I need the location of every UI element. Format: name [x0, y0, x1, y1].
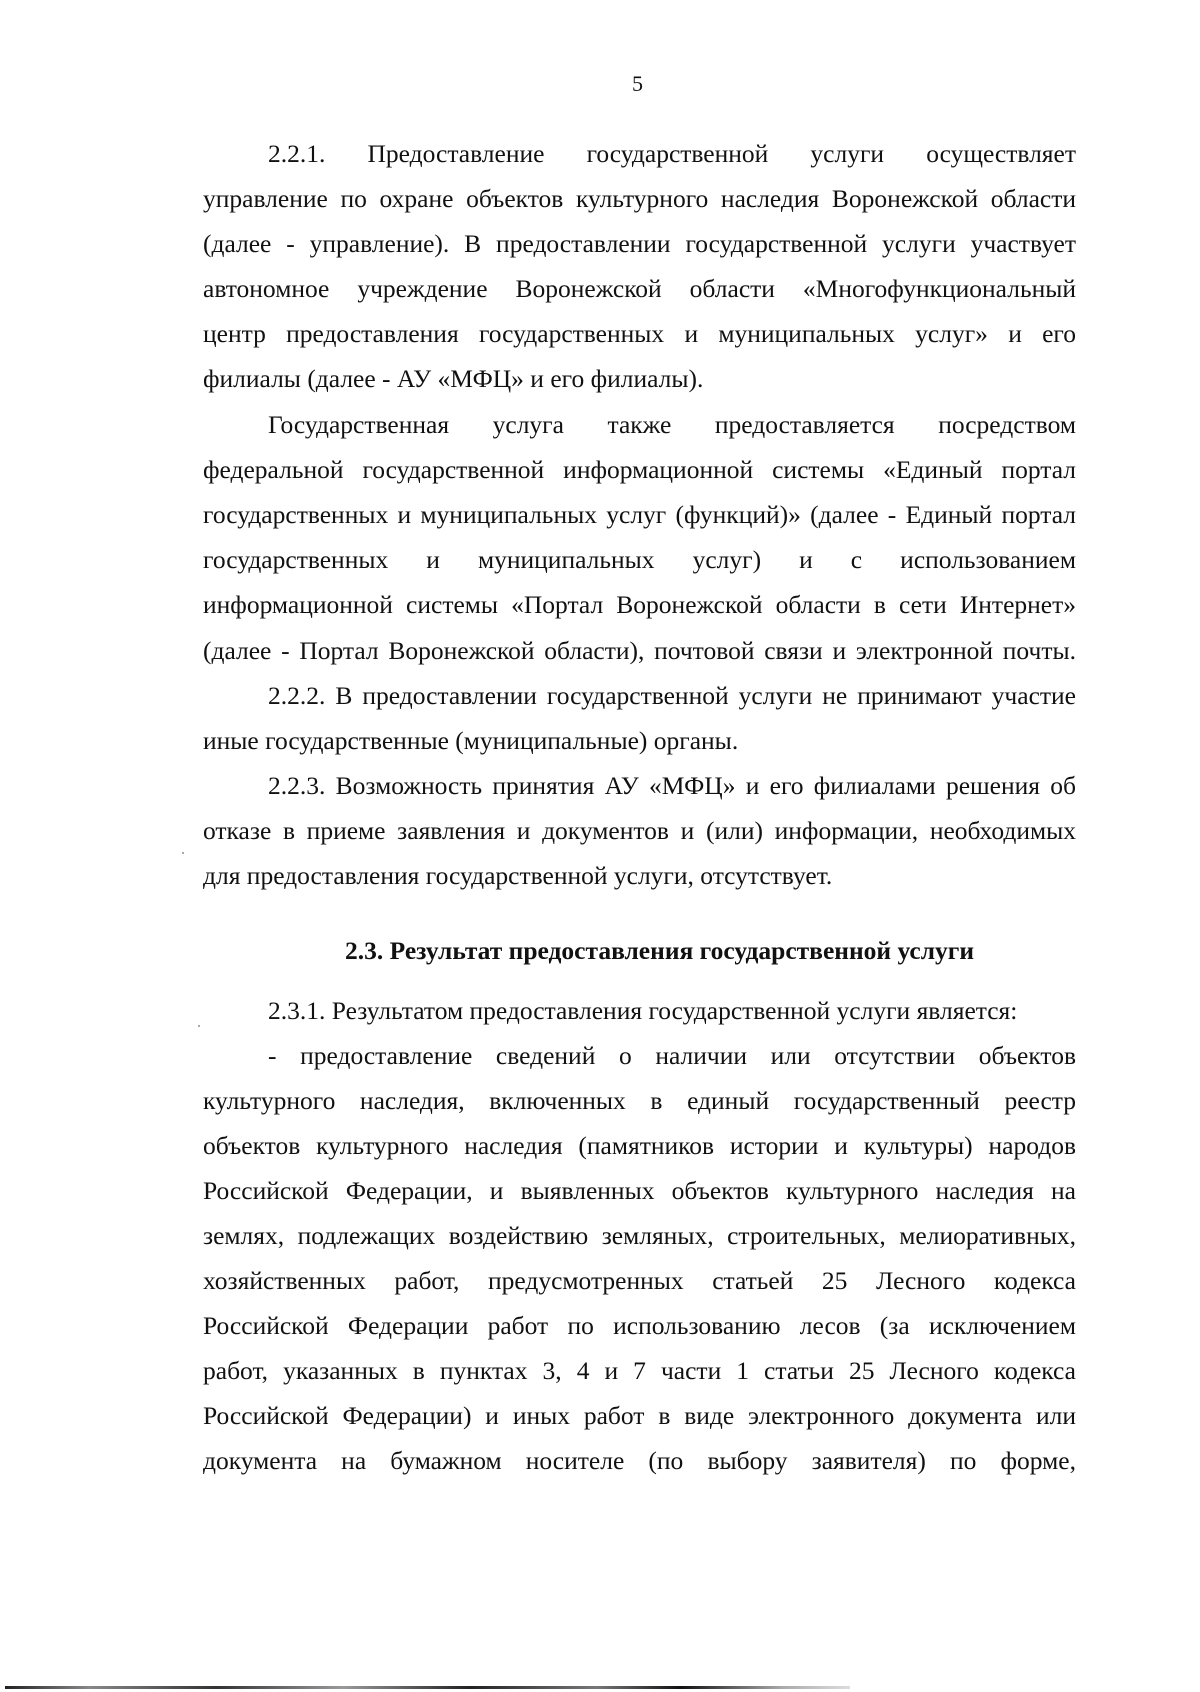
scan-artifact	[198, 1025, 200, 1027]
section-heading-2-3: 2.3. Результат предоставления государственной услуги	[345, 936, 975, 965]
text-line: иные государственные (муниципальные) органы.	[203, 726, 739, 755]
text-line: для предоставления государственной услуги, отсутствует.	[203, 861, 833, 890]
text-line: - предоставление сведений о наличии или отсутствии объектов	[268, 1041, 1076, 1070]
text-line: (далее - Портал Воронежской области), почтовой связи и электронной почты.	[203, 636, 1076, 665]
page-number: 5	[632, 71, 643, 96]
text-line: автономное учреждение Воронежской области «Многофункциональный	[203, 274, 1076, 303]
text-line: 2.2.1. Предоставление государственной услуги осуществляет	[268, 139, 1076, 168]
text-line: государственных и муниципальных услуг (функций)» (далее - Единый портал	[203, 500, 1076, 529]
text-line: хозяйственных работ, предусмотренных статьей 25 Лесного кодекса	[203, 1266, 1076, 1295]
text-line: центр предоставления государственных и муниципальных услуг» и его	[203, 319, 1076, 348]
text-line: 2.2.3. Возможность принятия АУ «МФЦ» и его филиалами решения об	[268, 771, 1076, 800]
text-line: 2.2.2. В предоставлении государственной услуги не принимают участие	[268, 681, 1076, 710]
text-line: отказе в приеме заявления и документов и (или) информации, необходимых	[203, 816, 1076, 845]
text-line: документа на бумажном носителе (по выбору заявителя) по форме,	[203, 1446, 1076, 1475]
text-line: землях, подлежащих воздействию земляных, строительных, мелиоративных,	[203, 1221, 1076, 1250]
text-line: объектов культурного наследия (памятников истории и культуры) народов	[203, 1131, 1076, 1160]
text-line: культурного наследия, включенных в единый государственный реестр	[203, 1086, 1076, 1115]
text-line: Государственная услуга также предоставляется посредством	[268, 410, 1076, 439]
text-line: государственных и муниципальных услуг) и с использованием	[203, 545, 1076, 574]
text-line: Российской Федерации работ по использованию лесов (за исключением	[203, 1311, 1076, 1340]
scan-artifact	[182, 852, 184, 854]
scan-edge-line	[5, 1686, 850, 1689]
text-line: (далее - управление). В предоставлении государственной услуги участвует	[203, 229, 1076, 258]
text-line: федеральной государственной информационной системы «Единый портал	[203, 455, 1076, 484]
text-line: Российской Федерации, и выявленных объектов культурного наследия на	[203, 1176, 1076, 1205]
text-line: информационной системы «Портал Воронежской области в сети Интернет»	[203, 590, 1076, 619]
text-line: филиалы (далее - АУ «МФЦ» и его филиалы).	[203, 364, 704, 393]
text-line: Российской Федерации) и иных работ в виде электронного документа или	[203, 1401, 1076, 1430]
text-line: работ, указанных в пунктах 3, 4 и 7 части 1 статьи 25 Лесного кодекса	[203, 1356, 1076, 1385]
text-line: 2.3.1. Результатом предоставления государственной услуги является:	[268, 996, 1018, 1025]
text-line: управление по охране объектов культурного наследия Воронежской области	[203, 184, 1076, 213]
